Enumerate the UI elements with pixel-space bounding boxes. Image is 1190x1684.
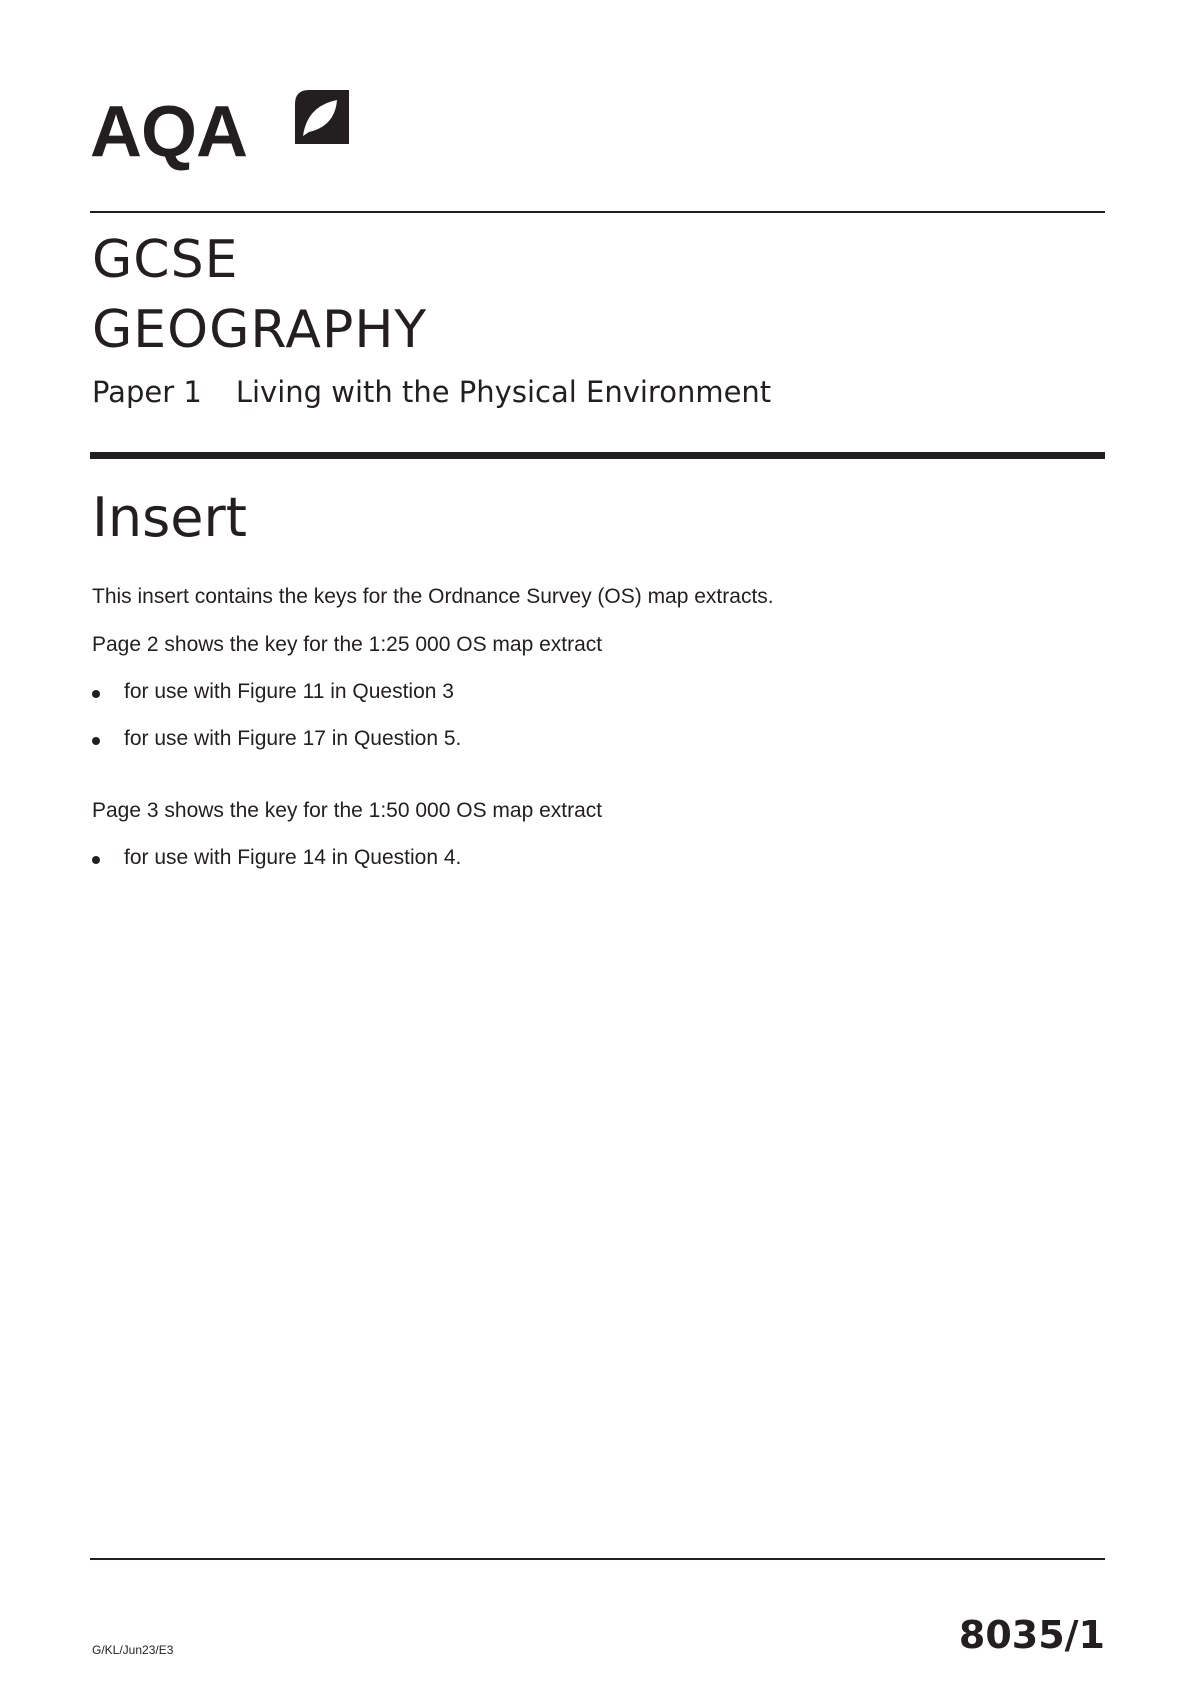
section-heading: Page 2 shows the key for the 1:25 000 OS map extract: [92, 633, 603, 656]
paper-title: Living with the Physical Environment: [235, 375, 772, 409]
aqa-logo: [90, 82, 350, 182]
paper-number: Paper 1: [92, 375, 202, 409]
document-title: Insert: [92, 486, 247, 549]
list-item-text: for use with Figure 14 in Question 4.: [124, 846, 462, 869]
logo-text: AQA: [90, 92, 247, 172]
list-item-text: for use with Figure 17 in Question 5.: [124, 727, 462, 750]
paper-code: 8035/1: [958, 1613, 1105, 1657]
bullet-icon: [92, 690, 100, 698]
list-item-text: for use with Figure 11 in Question 3: [124, 680, 454, 703]
intro-text: This insert contains the keys for the Ordnance Survey (OS) map extracts.: [92, 585, 774, 608]
document-reference: G/KL/Jun23/E3: [92, 1643, 174, 1657]
qualification-title: GCSE: [92, 230, 239, 290]
title-divider: [90, 452, 1105, 459]
header-divider: [90, 211, 1105, 213]
leaf-icon: [295, 90, 349, 144]
footer-divider: [90, 1558, 1105, 1560]
subject-title: GEOGRAPHY: [92, 300, 428, 360]
section-heading: Page 3 shows the key for the 1:50 000 OS map extract: [92, 799, 603, 822]
paper-line: [92, 372, 771, 412]
bullet-icon: [92, 856, 100, 864]
bullet-icon: [92, 737, 100, 745]
